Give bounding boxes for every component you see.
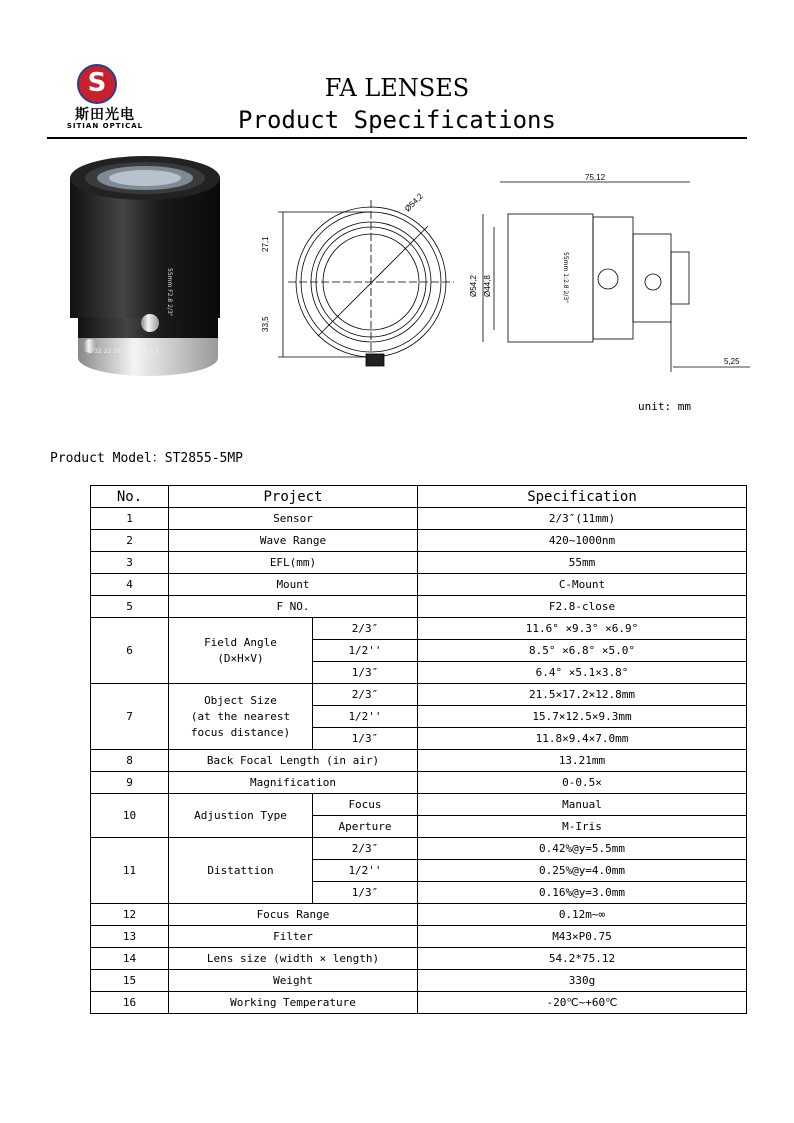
table-row [91, 552, 747, 574]
row-spec: M43×P0.75 [418, 926, 747, 948]
lens-barrel-text: 55mm F2.8 2/3" [166, 268, 173, 317]
row-no: 5 [91, 596, 169, 618]
table-row [91, 530, 747, 552]
dim-front-diameter-label: Ø54,2 [403, 191, 425, 214]
row-no: 6 [91, 618, 169, 684]
row-spec: 2/3″(11mm) [418, 508, 747, 530]
row-spec: F2.8-close [418, 596, 747, 618]
header-no: No. [91, 486, 169, 508]
row-sub: 1/3″ [313, 728, 418, 750]
row-project: Focus Range [169, 904, 418, 926]
row-sub: 2/3″ [313, 618, 418, 640]
table-row [91, 992, 747, 1014]
row-spec: 0-0.5× [418, 772, 747, 794]
table-row [91, 684, 747, 706]
row-no: 10 [91, 794, 169, 838]
row-project: Weight [169, 970, 418, 992]
row-project: Wave Range [169, 530, 418, 552]
dim-upper-label: 27,1 [261, 236, 270, 252]
row-spec: 11.8×9.4×7.0mm [418, 728, 747, 750]
row-project: EFL(mm) [169, 552, 418, 574]
aperture-scale-text: C 32 22 16 11 8 5.6 2.8 [88, 348, 159, 355]
row-no: 2 [91, 530, 169, 552]
row-spec: 420~1000nm [418, 530, 747, 552]
row-project: Magnification [169, 772, 418, 794]
row-project: Distattion [169, 838, 313, 904]
row-spec: C-Mount [418, 574, 747, 596]
row-project: Object Size (at the nearest focus distance) [169, 684, 313, 750]
row-project: Field Angle (D×H×V) [169, 618, 313, 684]
row-project: Filter [169, 926, 418, 948]
row-project: Back Focal Length (in air) [169, 750, 418, 772]
row-spec: 0.12m~∞ [418, 904, 747, 926]
dimension-drawing [258, 172, 758, 384]
row-spec: 330g [418, 970, 747, 992]
header-project: Project [169, 486, 418, 508]
page-title: FA LENSES [324, 74, 470, 102]
unit-label: unit: mm [638, 400, 691, 413]
logo-english-name: SITIAN OPTICAL [66, 122, 144, 130]
row-sub: Focus [313, 794, 418, 816]
table-row [91, 508, 747, 530]
table-row [91, 948, 747, 970]
table-row [91, 838, 747, 860]
product-model: Product Model：ST2855-5MP [50, 451, 244, 466]
row-spec: -20℃~+60℃ [418, 992, 747, 1014]
row-no: 8 [91, 750, 169, 772]
table-row [91, 772, 747, 794]
row-sub: 1/2'' [313, 860, 418, 882]
row-no: 7 [91, 684, 169, 750]
row-sub: Aperture [313, 816, 418, 838]
row-no: 9 [91, 772, 169, 794]
table-row [91, 750, 747, 772]
table-row [91, 596, 747, 618]
barrel-print-text: 55mm 1:2.8 2/3" [562, 252, 569, 303]
logo-chinese-name: 斯田光电 [75, 107, 135, 123]
row-spec: Manual [418, 794, 747, 816]
row-spec: 11.6° ×9.3° ×6.9° [418, 618, 747, 640]
row-sub: 1/3″ [313, 882, 418, 904]
header-divider [47, 137, 747, 139]
row-no: 3 [91, 552, 169, 574]
row-no: 4 [91, 574, 169, 596]
dim-lower-label: 33,5 [261, 316, 270, 332]
dim-length-label: 75,12 [585, 173, 606, 182]
spec-table [90, 485, 747, 1014]
dim-inner-diameter-label: Ø44,8 [483, 275, 492, 297]
row-project: Working Temperature [169, 992, 418, 1014]
logo-mark: S [87, 68, 107, 98]
row-spec: 6.4° ×5.1×3.8° [418, 662, 747, 684]
row-no: 15 [91, 970, 169, 992]
row-project: F NO. [169, 596, 418, 618]
row-project: Sensor [169, 508, 418, 530]
row-no: 1 [91, 508, 169, 530]
row-spec: 13.21mm [418, 750, 747, 772]
page-subtitle: Product Specifications [238, 106, 556, 134]
row-project: Lens size (width × length) [169, 948, 418, 970]
dim-outer-diameter-label: Ø54,2 [469, 275, 478, 297]
table-row [91, 574, 747, 596]
table-row [91, 926, 747, 948]
row-sub: 1/2'' [313, 640, 418, 662]
row-sub: 1/2'' [313, 706, 418, 728]
row-spec: 0.25%@y=4.0mm [418, 860, 747, 882]
row-sub: 2/3″ [313, 838, 418, 860]
table-row [91, 618, 747, 640]
row-spec: M-Iris [418, 816, 747, 838]
row-spec: 55mm [418, 552, 747, 574]
table-row [91, 970, 747, 992]
row-spec: 0.42%@y=5.5mm [418, 838, 747, 860]
row-sub: 1/3″ [313, 662, 418, 684]
header-spec: Specification [418, 486, 747, 508]
row-spec: 54.2*75.12 [418, 948, 747, 970]
table-row [91, 904, 747, 926]
row-no: 12 [91, 904, 169, 926]
table-row [91, 794, 747, 816]
lens-photo [68, 148, 228, 388]
row-spec: 15.7×12.5×9.3mm [418, 706, 747, 728]
dim-mount-label: 5,25 [724, 357, 740, 366]
table-header-row [91, 486, 747, 508]
row-spec: 0.16%@y=3.0mm [418, 882, 747, 904]
row-spec: 8.5° ×6.8° ×5.0° [418, 640, 747, 662]
row-no: 11 [91, 838, 169, 904]
row-project: Adjustion Type [169, 794, 313, 838]
row-sub: 2/3″ [313, 684, 418, 706]
row-no: 16 [91, 992, 169, 1014]
row-project: Mount [169, 574, 418, 596]
row-no: 13 [91, 926, 169, 948]
row-spec: 21.5×17.2×12.8mm [418, 684, 747, 706]
row-no: 14 [91, 948, 169, 970]
